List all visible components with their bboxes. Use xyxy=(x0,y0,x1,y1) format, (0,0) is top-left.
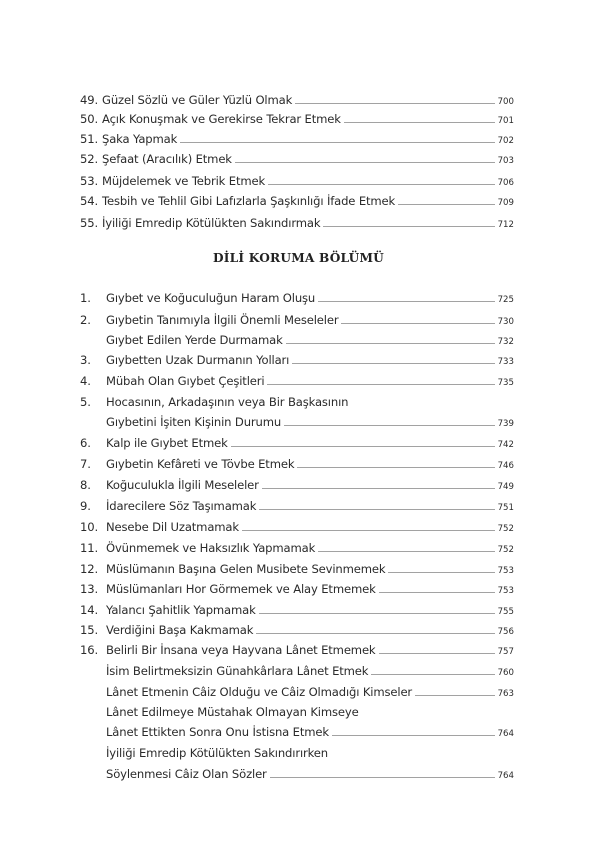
entry-title: Gıybet Edilen Yerde Durmamak xyxy=(106,333,283,347)
entry-number: 5. xyxy=(80,395,91,409)
entry-title: Belirli Bir İnsana veya Hayvana Lânet Etmemek xyxy=(106,643,376,657)
entry-title: Mübah Olan Gıybet Çeşitleri xyxy=(106,374,265,388)
entry-title: Hocasının, Arkadaşının veya Bir Başkasının xyxy=(106,395,349,409)
entry-number: 51. xyxy=(80,132,98,146)
entry-number: 7. xyxy=(80,457,91,471)
entry-number: 16. xyxy=(80,643,98,657)
toc-entry[interactable] xyxy=(80,455,514,473)
toc-entry[interactable] xyxy=(80,621,514,639)
entry-page: 739 xyxy=(497,419,514,429)
entry-page: 763 xyxy=(497,689,514,699)
entry-number: 49. xyxy=(80,93,98,107)
dot-leader xyxy=(318,300,494,303)
toc-entry[interactable] xyxy=(80,110,514,128)
entry-title: İyiliği Emredip Kötülükten Sakındırırken xyxy=(106,746,328,760)
entry-page: 755 xyxy=(497,607,514,617)
dot-leader xyxy=(295,102,494,105)
dot-leader xyxy=(231,445,495,448)
dot-leader xyxy=(262,487,495,490)
entry-title: Gıybetin Tanımıyla İlgili Önemli Meseleler xyxy=(106,313,339,327)
entry-title: Gıybetini İşiten Kişinin Durumu xyxy=(106,415,282,429)
toc-entry[interactable] xyxy=(80,683,514,701)
dot-leader xyxy=(388,571,494,574)
entry-title: İyiliği Emredip Kötülükten Sakındırmak xyxy=(102,216,321,230)
entry-number: 8. xyxy=(80,478,91,492)
toc-entry[interactable] xyxy=(80,723,514,741)
entry-number: 12. xyxy=(80,562,98,576)
toc-entry[interactable] xyxy=(80,289,514,307)
entry-title: Güzel Sözlü ve Güler Yüzlü Olmak xyxy=(102,93,293,107)
toc-entry[interactable] xyxy=(80,351,514,369)
dot-leader xyxy=(323,225,494,228)
entry-title: Müslümanları Hor Görmemek ve Alay Etmemek xyxy=(106,582,376,596)
toc-entry[interactable] xyxy=(80,434,514,452)
entry-page: 732 xyxy=(497,337,514,347)
toc-entry[interactable] xyxy=(80,192,514,210)
entry-page: 751 xyxy=(497,503,514,513)
dot-leader xyxy=(259,612,495,615)
entry-page: 733 xyxy=(497,357,514,367)
entry-number: 55. xyxy=(80,216,98,230)
entry-number: 11. xyxy=(80,541,98,555)
entry-title: İdarecilere Söz Taşımamak xyxy=(106,499,257,513)
dot-leader xyxy=(286,342,495,345)
entry-page: 749 xyxy=(497,482,514,492)
dot-leader xyxy=(242,529,495,532)
entry-title: Kalp ile Gıybet Etmek xyxy=(106,436,228,450)
entry-page: 742 xyxy=(497,440,514,450)
entry-page: 706 xyxy=(497,178,514,188)
dot-leader xyxy=(270,776,495,779)
entry-number: 50. xyxy=(80,112,98,126)
entry-page: 709 xyxy=(497,198,514,208)
entry-page: 752 xyxy=(497,524,514,534)
dot-leader xyxy=(415,694,495,697)
dot-leader xyxy=(268,183,495,186)
entry-page: 756 xyxy=(497,627,514,637)
entry-title: Söylenmesi Câiz Olan Sözler xyxy=(106,767,267,781)
entry-number: 14. xyxy=(80,603,98,617)
toc-entry[interactable] xyxy=(80,91,514,109)
toc-entry[interactable] xyxy=(80,331,514,349)
entry-number: 52. xyxy=(80,152,98,166)
toc-entry[interactable] xyxy=(80,662,514,680)
entry-title: Nesebe Dil Uzatmamak xyxy=(106,520,239,534)
toc-entry[interactable] xyxy=(80,580,514,598)
toc-entry[interactable] xyxy=(80,641,514,659)
dot-leader xyxy=(398,203,495,206)
entry-page: 764 xyxy=(497,771,514,781)
entry-number: 6. xyxy=(80,436,91,450)
toc-entry[interactable] xyxy=(80,476,514,494)
dot-leader xyxy=(267,383,494,386)
entry-title: Lânet Ettikten Sonra Onu İstisna Etmek xyxy=(106,725,329,739)
entry-page: 753 xyxy=(497,586,514,596)
section-heading: DİLİ KORUMA BÖLÜMÜ xyxy=(212,251,384,265)
entry-page: 730 xyxy=(497,317,514,327)
entry-number: 3. xyxy=(80,353,91,367)
dot-leader xyxy=(379,591,495,594)
toc-entry[interactable] xyxy=(80,413,514,431)
entry-title: Müslümanın Başına Gelen Musibete Sevinmemek xyxy=(106,562,386,576)
entry-title: Övünmemek ve Haksızlık Yapmamak xyxy=(106,541,316,555)
entry-number: 10. xyxy=(80,520,98,534)
toc-entry[interactable] xyxy=(80,539,514,557)
entry-page: 752 xyxy=(497,545,514,555)
dot-leader xyxy=(256,632,494,635)
toc-entry[interactable] xyxy=(80,172,514,190)
entry-title: İsim Belirtmeksizin Günahkârlara Lânet Etmek xyxy=(106,664,369,678)
entry-page: 735 xyxy=(497,378,514,388)
dot-leader xyxy=(341,322,494,325)
entry-page: 764 xyxy=(497,729,514,739)
entry-title: Verdiğini Başa Kakmamak xyxy=(106,623,254,637)
toc-entry[interactable] xyxy=(80,214,514,232)
toc-entry[interactable] xyxy=(80,765,514,783)
entry-number: 15. xyxy=(80,623,98,637)
dot-leader xyxy=(180,141,494,144)
entry-page: 702 xyxy=(497,136,514,146)
toc-entry[interactable] xyxy=(80,311,514,329)
entry-title: Lânet Edilmeye Müstahak Olmayan Kimseye xyxy=(106,705,359,719)
dot-leader xyxy=(284,424,495,427)
entry-number: 13. xyxy=(80,582,98,596)
entry-title: Yalancı Şahitlik Yapmamak xyxy=(106,603,256,617)
toc-entry[interactable] xyxy=(80,130,514,148)
entry-number: 54. xyxy=(80,194,98,208)
entry-title: Lânet Etmenin Câiz Olduğu ve Câiz Olmadığı Kimseler xyxy=(106,685,413,699)
entry-title: Koğuculukla İlgili Meseleler xyxy=(106,478,259,492)
dot-leader xyxy=(235,161,495,164)
entry-title: Müjdelemek ve Tebrik Etmek xyxy=(102,174,266,188)
toc-entry[interactable] xyxy=(80,560,514,578)
toc-entry[interactable] xyxy=(80,393,514,411)
entry-title: Gıybetten Uzak Durmanın Yolları xyxy=(106,353,290,367)
toc-entry[interactable] xyxy=(80,497,514,515)
dot-leader xyxy=(292,362,494,365)
toc-entry[interactable] xyxy=(80,372,514,390)
dot-leader xyxy=(371,673,494,676)
toc-entry[interactable] xyxy=(80,703,514,721)
entry-page: 757 xyxy=(497,647,514,657)
toc-entry[interactable] xyxy=(80,518,514,536)
entry-title: Şefaat (Aracılık) Etmek xyxy=(102,152,232,166)
dot-leader xyxy=(297,466,494,469)
entry-page: 753 xyxy=(497,566,514,576)
entry-number: 9. xyxy=(80,499,91,513)
entry-page: 712 xyxy=(497,220,514,230)
entry-title: Gıybetin Kefâreti ve Tövbe Etmek xyxy=(106,457,295,471)
entry-page: 760 xyxy=(497,668,514,678)
toc-entry[interactable] xyxy=(80,744,514,762)
entry-number: 1. xyxy=(80,291,91,305)
entry-title: Gıybet ve Koğuculuğun Haram Oluşu xyxy=(106,291,316,305)
entry-page: 703 xyxy=(497,156,514,166)
entry-title: Tesbih ve Tehlil Gibi Lafızlarla Şaşkınlığı İfade Etmek xyxy=(102,194,396,208)
dot-leader xyxy=(344,121,495,124)
entry-title: Şaka Yapmak xyxy=(102,132,178,146)
entry-page: 700 xyxy=(497,97,514,107)
entry-title: Açık Konuşmak ve Gerekirse Tekrar Etmek xyxy=(102,112,341,126)
entry-number: 2. xyxy=(80,313,91,327)
toc-entry[interactable] xyxy=(80,601,514,619)
entry-page: 701 xyxy=(497,116,514,126)
toc-entry[interactable] xyxy=(80,150,514,168)
entry-number: 4. xyxy=(80,374,91,388)
dot-leader xyxy=(379,652,495,655)
entry-number: 53. xyxy=(80,174,98,188)
entry-page: 746 xyxy=(497,461,514,471)
dot-leader xyxy=(318,550,494,553)
dot-leader xyxy=(332,734,495,737)
entry-page: 725 xyxy=(497,295,514,305)
dot-leader xyxy=(259,508,494,511)
